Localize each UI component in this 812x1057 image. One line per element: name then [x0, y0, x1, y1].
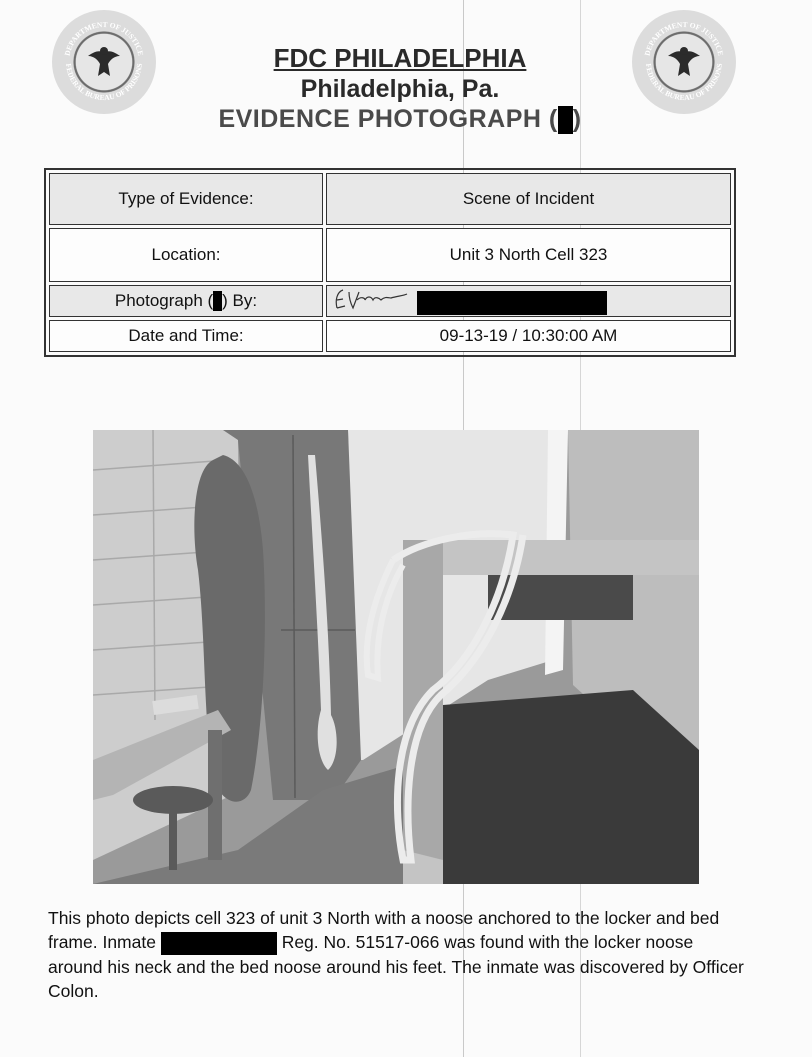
location-value: Unit 3 North Cell 323	[326, 228, 731, 282]
handwritten-signature	[331, 286, 411, 314]
redaction-block	[161, 932, 277, 955]
table-row	[49, 173, 731, 225]
facility-location: Philadelphia, Pa.	[300, 75, 500, 103]
evidence-type-label: Type of Evidence:	[49, 173, 323, 225]
caption-text-part2: Reg. No. 51517-066 was found with the locker noose around his neck and the bed noose around his feet. The inmate was discovered by Officer Colon.	[48, 932, 744, 1001]
location-label: Location:	[49, 228, 323, 282]
photographer-label-pre: Photograph (	[114, 290, 214, 310]
redaction-block	[213, 291, 222, 311]
evidence-type-value: Scene of Incident	[326, 173, 731, 225]
redaction-block	[417, 291, 607, 315]
table-row	[49, 228, 731, 282]
evidence-photograph-title	[150, 104, 650, 134]
facility-title: FDC PHILADELPHIA	[273, 43, 527, 73]
cell-scene-image	[93, 430, 699, 884]
document-header	[150, 42, 650, 134]
evidence-title-close: )	[572, 105, 582, 133]
caption-text-part1: This photo depicts cell 323 of unit 3 North with a noose anchored to the locker and bed frame. Inmate	[48, 908, 720, 952]
date-time-value: 09-13-19 / 10:30:00 AM	[326, 320, 731, 352]
redaction-block	[558, 106, 573, 134]
evidence-info-table	[44, 168, 736, 357]
photographer-label	[49, 285, 323, 317]
doj-bop-seal-left	[52, 10, 156, 114]
table-row	[49, 285, 731, 317]
seal-top-text: DEPARTMENT OF JUSTICE	[62, 19, 146, 57]
photo-caption	[48, 906, 748, 1003]
seal-top-text: DEPARTMENT OF JUSTICE	[642, 19, 726, 57]
eagle-seal-icon	[52, 10, 156, 114]
photographer-value	[326, 285, 731, 317]
date-time-label: Date and Time:	[49, 320, 323, 352]
seal-bottom-text: FEDERAL BUREAU OF PRISONS	[63, 63, 145, 103]
evidence-title-text: EVIDENCE PHOTOGRAPH (	[218, 105, 558, 133]
seal-bottom-text: FEDERAL BUREAU OF PRISONS	[643, 63, 725, 103]
table-row	[49, 320, 731, 352]
photographer-label-post: ) By:	[222, 290, 258, 310]
evidence-photo	[93, 430, 699, 884]
